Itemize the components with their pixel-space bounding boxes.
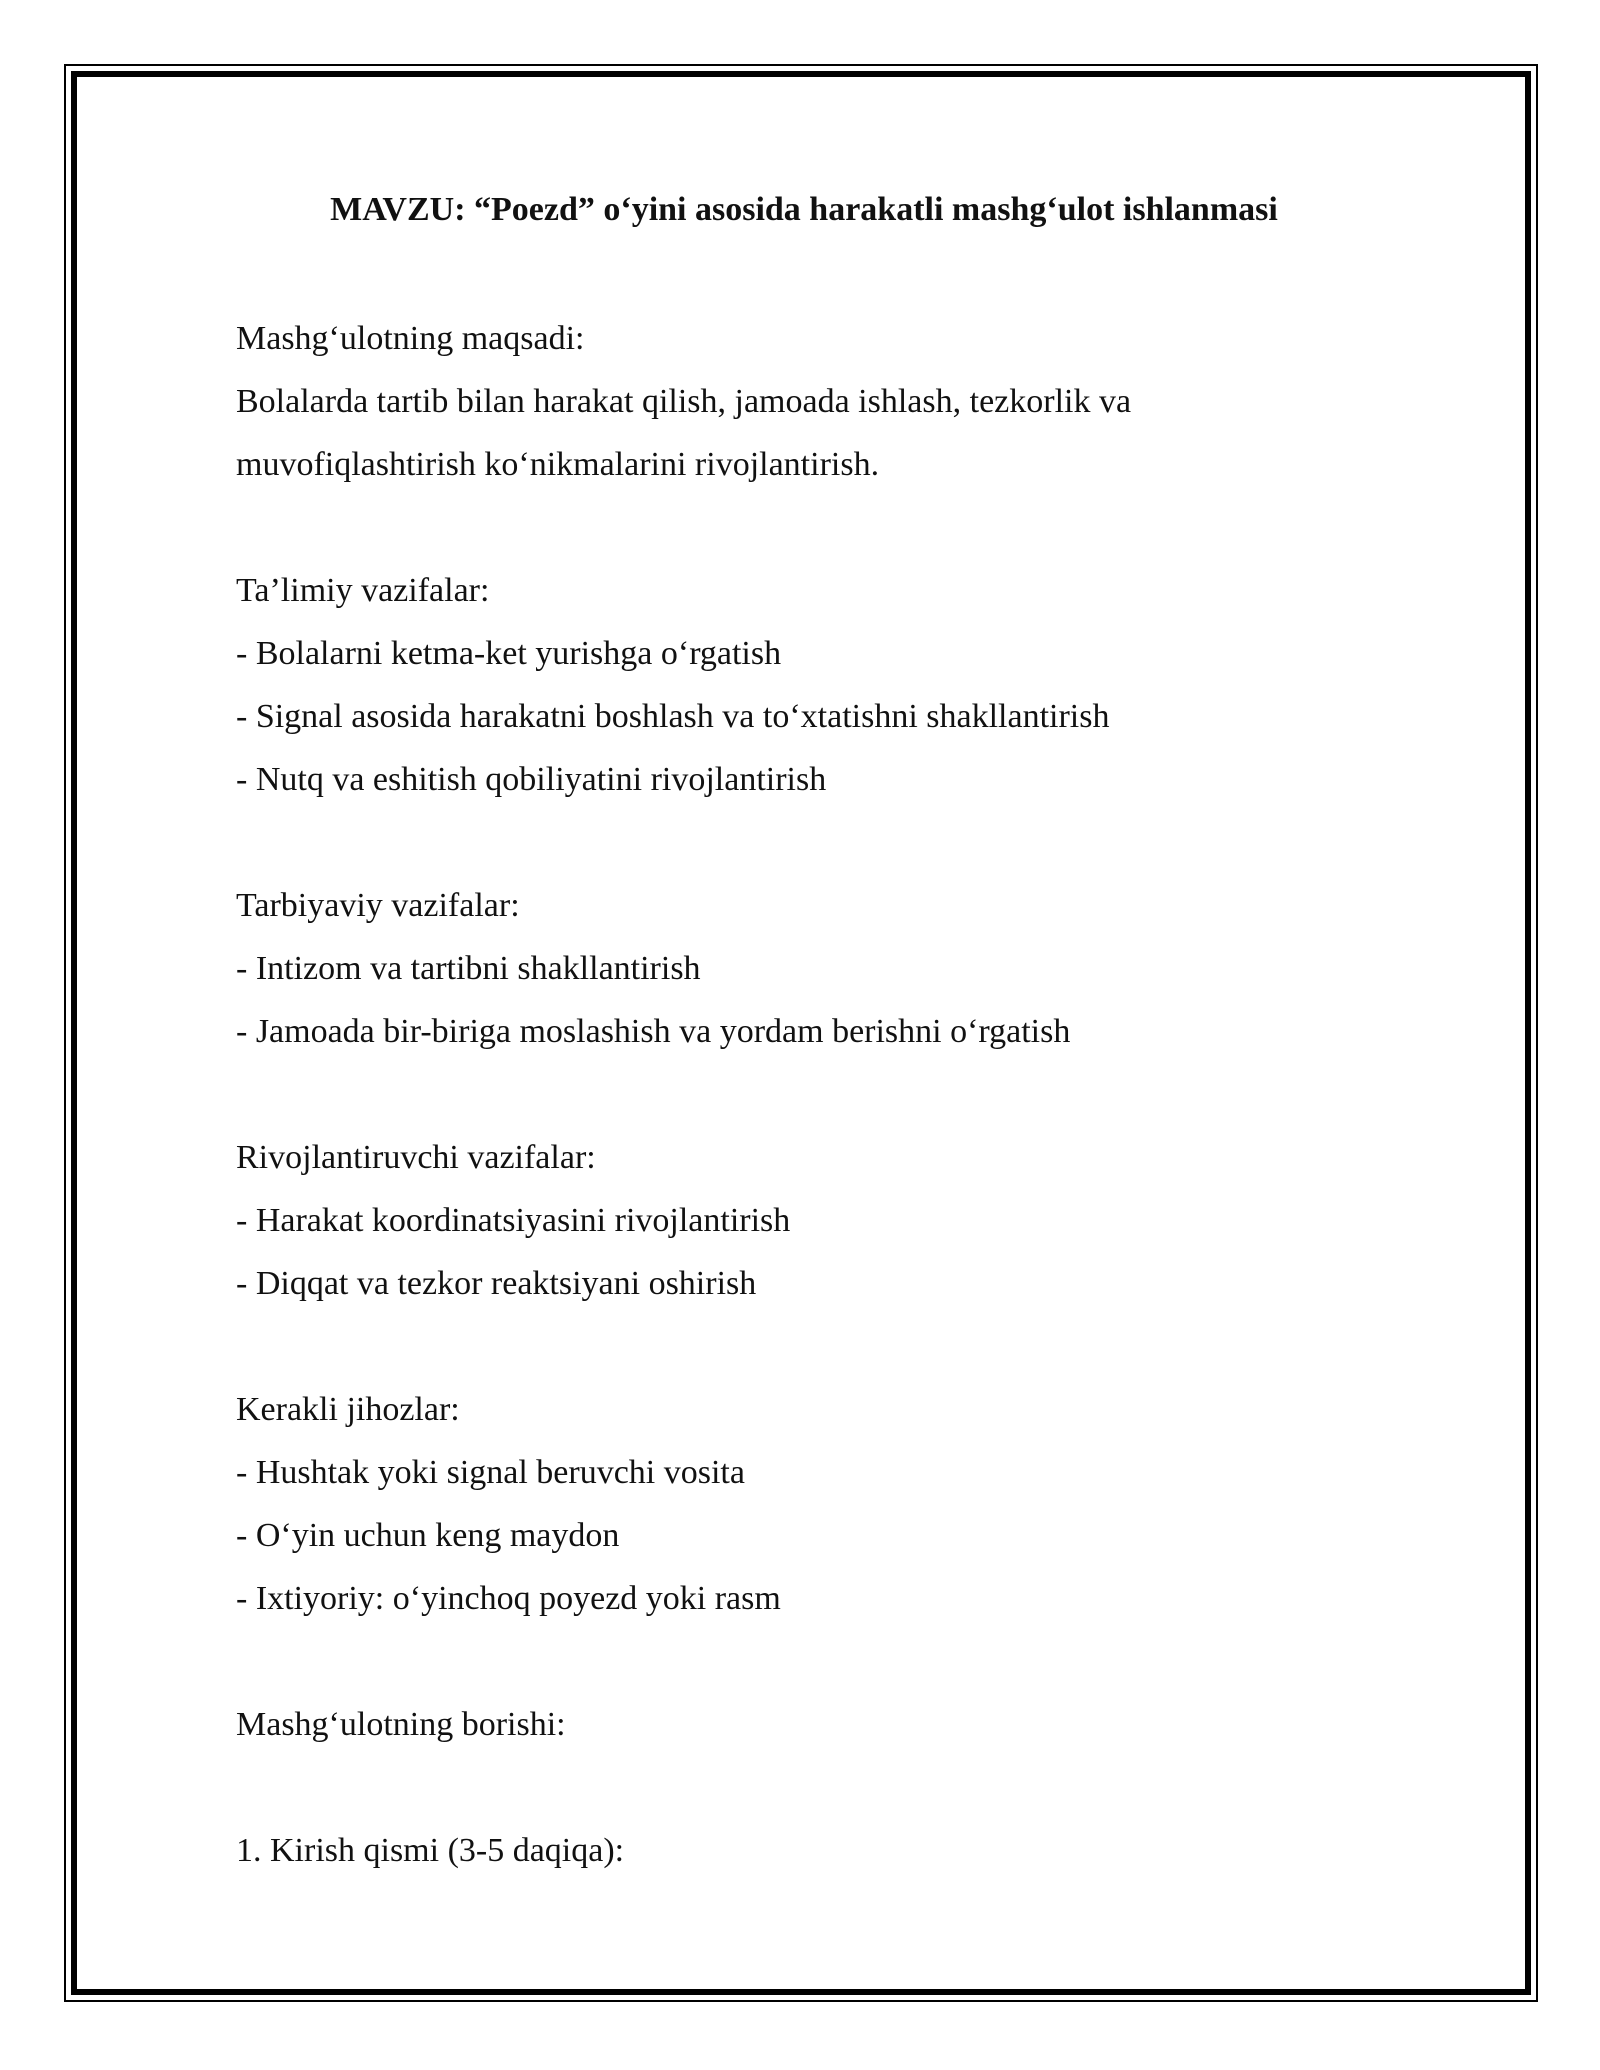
- section-upbringing-tasks: [236, 874, 1396, 1063]
- paragraph-line: muvofiqlashtirish ko‘nikmalarini rivojlantirish.: [236, 446, 880, 483]
- list-item: - O‘yin uchun keng maydon: [236, 1517, 620, 1554]
- paragraph-line: Bolalarda tartib bilan harakat qilish, jamoada ishlash, tezkorlik va: [236, 383, 1132, 420]
- section-educational-tasks: [236, 559, 1396, 811]
- list-item: - Harakat koordinatsiyasini rivojlantirish: [236, 1202, 791, 1239]
- section-heading: Rivojlantiruvchi vazifalar:: [236, 1139, 596, 1176]
- section-heading: Tarbiyaviy vazifalar:: [236, 887, 520, 924]
- section-equipment: [236, 1378, 1396, 1630]
- section-heading: Mashg‘ulotning borishi:: [236, 1706, 566, 1743]
- section-heading: Mashg‘ulotning maqsadi:: [236, 320, 585, 357]
- section-goal: [236, 307, 1396, 496]
- section-developmental-tasks: [236, 1126, 1396, 1315]
- list-item: - Ixtiyoriy: o‘yinchoq poyezd yoki rasm: [236, 1580, 781, 1617]
- section-heading: Kerakli jihozlar:: [236, 1391, 460, 1428]
- section-heading: Ta’limiy vazifalar:: [236, 572, 490, 609]
- list-item: - Hushtak yoki signal beruvchi vosita: [236, 1454, 745, 1491]
- document-title: MAVZU: “Poezd” o‘yini asosida harakatli mashg‘ulot ishlanmasi: [330, 191, 1278, 228]
- list-item: - Bolalarni ketma-ket yurishga o‘rgatish: [236, 635, 782, 672]
- list-item: - Jamoada bir-biriga moslashish va yordam berishni o‘rgatish: [236, 1013, 1071, 1050]
- document-body: [236, 307, 1396, 1945]
- list-item: - Nutq va eshitish qobiliyatini rivojlantirish: [236, 761, 827, 798]
- list-item: - Signal asosida harakatni boshlash va to‘xtatishni shakllantirish: [236, 698, 1110, 735]
- section-heading: 1. Kirish qismi (3-5 daqiqa):: [236, 1832, 625, 1869]
- section-lesson-flow: [236, 1693, 1396, 1756]
- list-item: - Intizom va tartibni shakllantirish: [236, 950, 701, 987]
- section-introduction: [236, 1819, 1396, 1882]
- list-item: - Diqqat va tezkor reaktsiyani oshirish: [236, 1265, 757, 1302]
